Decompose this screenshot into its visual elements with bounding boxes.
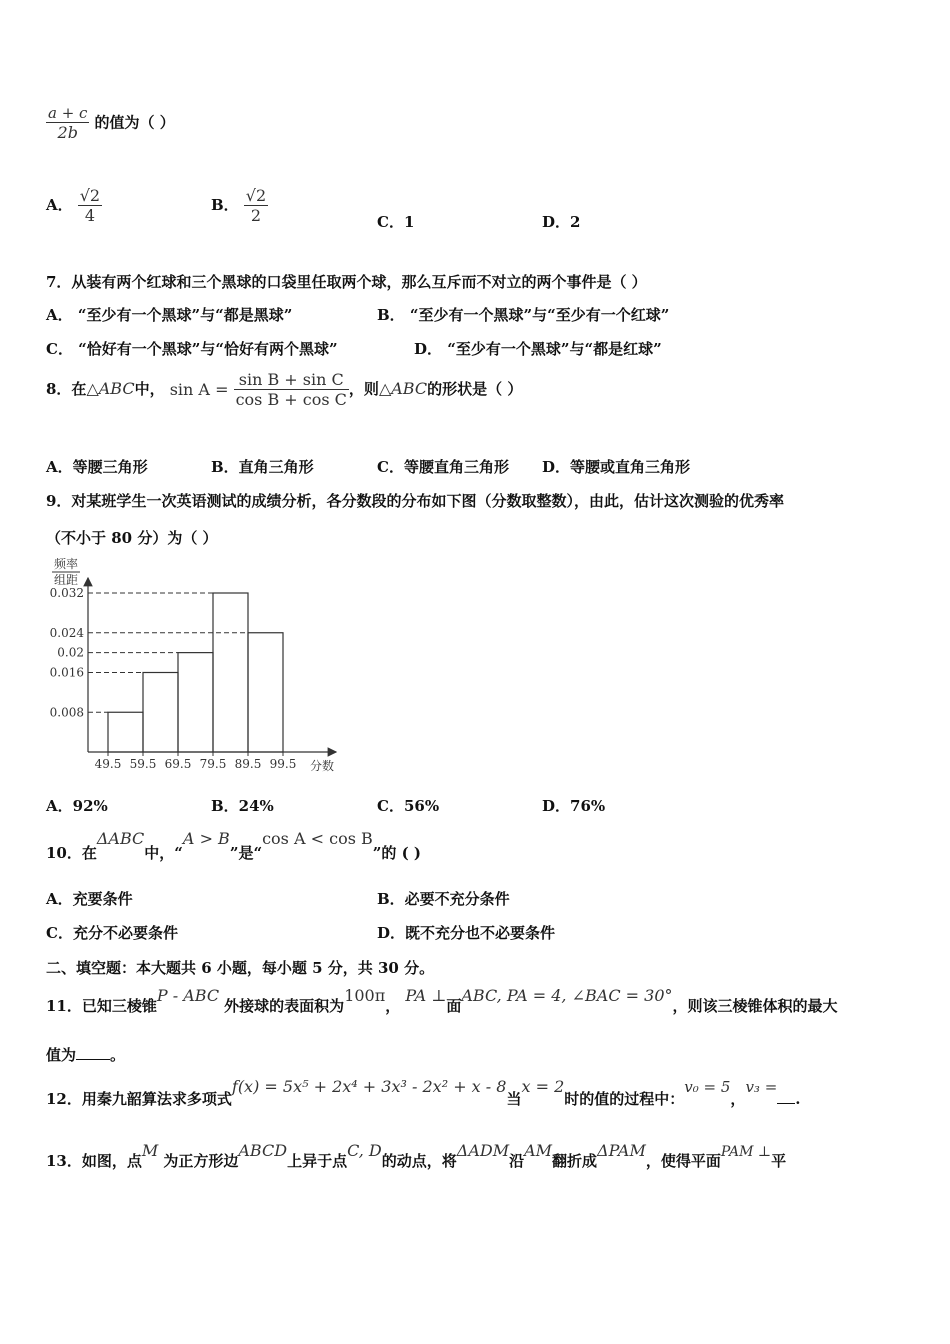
q13-p7: ，使得平面 — [645, 1152, 721, 1170]
q12-p2: 当 — [506, 1090, 522, 1108]
q12-p3: 时的值的过程中： — [564, 1090, 685, 1108]
q8-option-c: C．等腰直角三角形 — [377, 458, 509, 476]
histogram-y-tick-label: 0.024 — [49, 625, 84, 640]
histogram-bar-5 — [248, 633, 283, 752]
histogram-y-tick-label: 0.008 — [49, 705, 84, 720]
q6-option-a-fraction — [78, 186, 102, 225]
q13-m4: ΔADM — [456, 1141, 510, 1160]
q13-m1: M — [141, 1141, 159, 1160]
q13-m2: ABCD — [238, 1141, 288, 1160]
q11-p2: 外接球的表面积为 — [224, 997, 345, 1015]
q9-option-a: A．92% — [46, 797, 108, 815]
q12-p5: . — [795, 1090, 801, 1108]
q10-mid2: ”是“ — [229, 844, 263, 862]
q10-option-c: C．充分不必要条件 — [46, 924, 178, 942]
q7-option-b: B． “至少有一个黑球”与“至少有一个红球” — [377, 306, 670, 324]
q10-cond1: A > B — [182, 829, 230, 848]
histogram-x-tick-label: 79.5 — [199, 757, 227, 771]
q9-stem-line2: （不小于 80 分）为（ ） — [46, 529, 218, 547]
q12-v3: v₃ = — [745, 1078, 778, 1096]
q6-option-a-den: 4 — [84, 206, 96, 225]
q6-option-d-label: D． — [542, 213, 571, 231]
q11-stem — [46, 985, 838, 1015]
q8-tail: 的形状是（ ） — [427, 380, 523, 398]
q11-line2 — [46, 1044, 125, 1065]
q8-frac-num: sin B + sin C — [234, 370, 349, 390]
q8-sin-a: sin A = — [169, 380, 229, 399]
q6-frac-num: a + c — [48, 104, 88, 122]
q8-option-b: B．直角三角形 — [211, 458, 314, 476]
q9-option-c: C．56% — [377, 797, 440, 815]
histogram-bar-4 — [213, 593, 248, 752]
q13-m7: PAM ⊥ — [720, 1144, 772, 1160]
q7-option-d: D． “至少有一个黑球”与“都是红球” — [414, 340, 662, 358]
q6-option-b — [211, 186, 268, 225]
q12-answer-blank[interactable] — [777, 1103, 795, 1104]
q12-polynomial: f(x) = 5x⁵ + 2x⁴ + 3x³ - 2x² + x - 8 — [231, 1077, 507, 1096]
q9-stem-line1: 9．对某班学生一次英语测试的成绩分析，各分数段的分布如下图（分数取整数），由此，估计这次测验的优秀率 — [46, 492, 784, 510]
q6-option-b-fraction — [244, 186, 268, 225]
q10-option-a: A．充要条件 — [46, 890, 133, 908]
q12-p4: ， — [730, 1090, 746, 1108]
q9-histogram — [40, 552, 350, 782]
q10-mid: 中，“ — [144, 844, 183, 862]
q11-m2: 100π — [344, 986, 386, 1005]
q11-line2-end: 。 — [110, 1046, 126, 1064]
q8-mid: 中， — [134, 380, 165, 398]
histogram-x-tick-label: 49.5 — [94, 757, 122, 771]
q10-stem — [46, 828, 422, 862]
q12-stem — [46, 1076, 801, 1108]
q8-stem — [46, 370, 522, 409]
q9-option-b: B．24% — [211, 797, 274, 815]
q8-triangle-2: △ABC — [378, 379, 428, 398]
q11-p4: 面 — [446, 997, 462, 1015]
q11-m3: PA ⊥ — [405, 986, 447, 1005]
q11-p1: 11．已知三棱锥 — [46, 997, 157, 1015]
histogram-bar-2 — [143, 673, 178, 753]
q6-option-b-den: 2 — [250, 206, 262, 225]
q10-num: 10．在 — [46, 844, 97, 862]
q6-frac-den: 2b — [57, 123, 78, 142]
q6-option-a — [46, 186, 102, 225]
q7-stem: 7．从装有两个红球和三个黑球的口袋里任取两个球，那么互斥而不对立的两个事件是（ ） — [46, 273, 647, 291]
q8-frac-den: cos B + cos C — [235, 390, 347, 409]
histogram-x-tick-label: 59.5 — [129, 757, 157, 771]
q10-option-d: D．既不充分也不必要条件 — [377, 924, 556, 942]
q6-fraction — [46, 104, 89, 142]
q13-m6: ΔPAM — [597, 1141, 646, 1160]
q6-option-c — [377, 211, 414, 232]
q13-p3: 上异于点 — [287, 1152, 348, 1170]
q8-num: 8．在 — [46, 380, 87, 398]
histogram-bar-3 — [178, 653, 213, 752]
q6-stem-text: 的值为（ ） — [94, 113, 175, 132]
q9-option-d: D．76% — [542, 797, 606, 815]
q10-tail: ”的 ( ) — [372, 844, 422, 862]
q6-option-d — [542, 211, 580, 232]
q11-p3: ， — [385, 997, 401, 1015]
histogram-y-tick-label: 0.016 — [49, 665, 84, 680]
q8-fraction — [234, 370, 349, 409]
q13-m3: C, D — [347, 1141, 382, 1160]
q6-option-a-num: √2 — [79, 186, 101, 205]
histogram-x-tick-label: 89.5 — [234, 757, 262, 771]
q12-p1: 12．用秦九韶算法求多项式 — [46, 1090, 232, 1108]
histogram-y-tick-label: 0.032 — [49, 586, 84, 600]
q8-then: ，则 — [348, 380, 379, 398]
q10-triangle: ΔABC — [96, 829, 145, 848]
q6-option-c-text: 1 — [403, 213, 415, 231]
q11-answer-blank[interactable] — [76, 1059, 110, 1060]
histogram-ylabel-top: 频率 — [54, 557, 79, 571]
q10-cond2: cos A < cos B — [262, 829, 373, 848]
q13-m5: AM — [524, 1141, 553, 1160]
q8-option-a: A．等腰三角形 — [46, 458, 148, 476]
histogram-ylabel-bottom: 组距 — [54, 573, 79, 587]
q13-p8: 平 — [771, 1152, 787, 1170]
histogram-y-tick-label: 0.02 — [57, 645, 84, 660]
histogram-x-tick-label: 69.5 — [164, 757, 192, 771]
q12-m2: x = 2 — [521, 1077, 565, 1096]
q11-m4: ABC, PA = 4, ∠BAC = 30° — [461, 986, 673, 1005]
q8-triangle: △ABC — [86, 379, 135, 398]
histogram-bar-1 — [108, 712, 143, 752]
q7-option-c: C． “恰好有一个黑球”与“恰好有两个黑球” — [46, 340, 338, 358]
q11-m1: P - ABC — [156, 986, 220, 1005]
q6-stem — [46, 104, 175, 142]
section-fill-in-heading: 二、填空题：本大题共 6 小题，每小题 5 分，共 30 分。 — [46, 959, 435, 977]
q13-p4: 的动点，将 — [381, 1152, 457, 1170]
q12-v0: v₀ = 5 — [684, 1078, 731, 1096]
q13-p2: 为正方形边 — [163, 1152, 239, 1170]
q6-option-b-label: B． — [211, 196, 239, 214]
histogram-x-tick-label: 99.5 — [269, 757, 297, 771]
q10-option-b: B．必要不充分条件 — [377, 890, 510, 908]
q11-line2-text: 值为 — [46, 1046, 77, 1064]
q13-p6: 翻折成 — [552, 1152, 598, 1170]
histogram-xlabel: 分数 — [310, 759, 335, 773]
q13-p1: 13．如图，点 — [46, 1152, 142, 1170]
q6-option-a-label: A． — [46, 196, 73, 214]
q7-option-a: A． “至少有一个黑球”与“都是黑球” — [46, 306, 293, 324]
q13-stem — [46, 1140, 787, 1170]
q6-option-c-label: C． — [377, 213, 404, 231]
q13-p5: 沿 — [509, 1152, 525, 1170]
q8-option-d: D．等腰或直角三角形 — [542, 458, 691, 476]
q6-option-b-num: √2 — [245, 186, 267, 205]
q11-p5: ，则该三棱锥体积的最大 — [672, 997, 838, 1015]
q6-option-d-text: 2 — [570, 213, 581, 231]
